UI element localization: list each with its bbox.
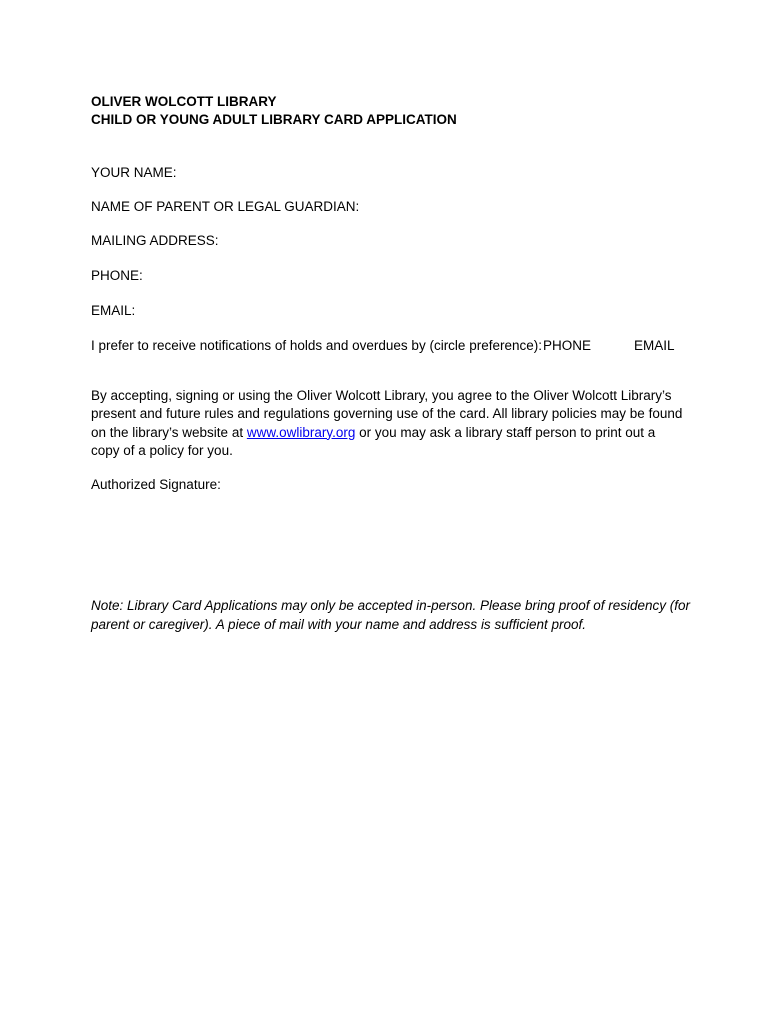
agreement-text-start: By accepting, signing or using the Oliver Wolcott Library, you agree to the Oliver Wolcott Library’s present and future rules and regulations governing use of the card. All library policies may be found on the library’s website at <box>91 388 683 440</box>
email-label: EMAIL: <box>91 303 136 318</box>
phone-label: PHONE: <box>91 268 143 283</box>
form-title-heading: CHILD OR YOUNG ADULT LIBRARY CARD APPLICATION <box>91 112 457 127</box>
guardian-name-label: NAME OF PARENT OR LEGAL GUARDIAN: <box>91 199 360 214</box>
library-website-link[interactable]: www.owlibrary.org <box>246 424 356 440</box>
notification-option-email[interactable]: EMAIL <box>634 338 675 353</box>
residency-note: Note: Library Card Applications may only be accepted in-person. Please bring proof of residency (for parent or caregiver). A piece of mail with your name and address is sufficient proof. <box>91 598 691 632</box>
your-name-label: YOUR NAME: <box>91 165 177 180</box>
mailing-address-label: MAILING ADDRESS: <box>91 233 219 248</box>
notification-option-phone[interactable]: PHONE <box>543 338 592 353</box>
agreement-paragraph <box>91 387 686 460</box>
notification-preference-prompt: I prefer to receive notifications of holds and overdues by (circle preference): <box>91 338 542 353</box>
library-name-heading: OLIVER WOLCOTT LIBRARY <box>91 94 277 109</box>
authorized-signature-label: Authorized Signature: <box>91 477 221 492</box>
agreement-text-end: or you may ask a library staff person to print out a copy of a policy for you. <box>91 424 656 458</box>
